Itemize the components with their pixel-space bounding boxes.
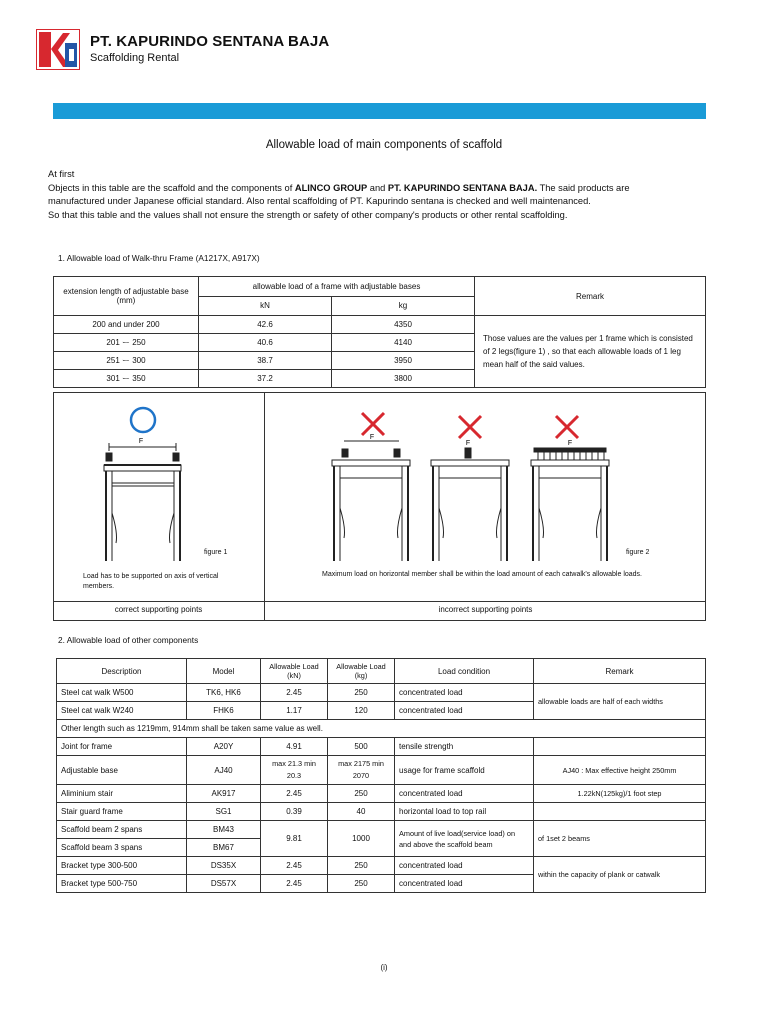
table-cell: 42.6 [199,316,332,334]
page-title: Allowable load of main components of scaffold [265,139,503,151]
other-length-note: Other length such as 1219mm, 914mm shall be taken same value as well. [57,720,706,738]
table-cell: usage for frame scaffold [395,756,534,785]
table-cell: horizontal load to top rail [395,803,534,821]
force-label: F [138,438,144,445]
intro-line-1: At first [48,169,75,179]
table-cell: 2.45 [261,875,328,893]
header-kg: kg [332,296,475,316]
beam-load-kg: 1000 [328,821,395,857]
table-cell: TK6, HK6 [187,684,261,702]
table-cell: 37.2 [199,370,332,388]
table-cell: concentrated load [395,857,534,875]
table-cell: concentrated load [395,684,534,702]
table-cell: 40.6 [199,334,332,352]
table-cell: AJ40 [187,756,261,785]
figure-footer-line [53,601,706,602]
table-cell: concentrated load [395,785,534,803]
table-cell: BM43 [187,821,261,839]
header-condition: Load condition [395,659,534,684]
table-cell: DS57X [187,875,261,893]
beam-load-kn: 9.81 [261,821,328,857]
table-cell: AK917 [187,785,261,803]
table-cell: A20Y [187,738,261,756]
table-cell: Steel cat walk W500 [57,684,187,702]
company-logo [36,29,80,70]
table-cell: Joint for frame [57,738,187,756]
table-cell: Steel cat walk W240 [57,702,187,720]
table-cell: 250 [328,785,395,803]
table-cell: 250 [328,684,395,702]
force-label: F [369,434,375,441]
header-extension: extension length of adjustable base (mm) [54,277,199,316]
note-correct: Load has to be supported on axis of vertical members. [83,573,219,590]
correct-caption: correct supporting points [114,605,203,614]
remark-cell: Those values are the values per 1 frame which is consisted of 2 legs(figure 1) , so that each allowable loads of 1 leg mean half of the said values. [475,316,706,388]
table-cell: AJ40 : Max effective height 250mm [534,756,706,785]
header-remark: Remark [475,277,706,316]
table-cell: 40 [328,803,395,821]
intro-text [48,168,728,222]
header-kn: kN [199,296,332,316]
table-cell: 500 [328,738,395,756]
table-cell: 200 and under 200 [54,316,199,334]
page-number: (i) [380,963,388,972]
table-cell: concentrated load [395,875,534,893]
table-cell: 0.39 [261,803,328,821]
intro-line-4: So that this table and the values shall not ensure the strength or safety of other company's products or other rental scaffolding. [48,209,568,220]
table-cell: Adjustable base [57,756,187,785]
header-description: Description [57,659,187,684]
table-cell: Bracket type 300-500 [57,857,187,875]
table-cell: 2.45 [261,785,328,803]
figure1-label: figure 1 [204,549,228,556]
incorrect-caption: incorrect supporting points [438,605,533,614]
intro-line-3: manufactured under Japanese official standard. Also rental scaffolding of PT. Kapurindo sentana is checked and well maintenanced. [48,196,591,207]
table-cell: 201 ー 250 [54,334,199,352]
table-cell: 250 [328,857,395,875]
header-load-kn: Allowable Load (kN) [261,659,328,684]
catwalk-remark: allowable loads are half of each widths [534,684,706,720]
table-cell: 4.91 [261,738,328,756]
table-cell: Stair guard frame [57,803,187,821]
walkthru-load-table [53,276,706,388]
table-cell: concentrated load [395,702,534,720]
bracket-remark: within the capacity of plank or catwalk [534,857,706,893]
company-name: PT. KAPURINDO SENTANA BAJA [90,33,330,50]
table-cell: 120 [328,702,395,720]
note-incorrect: Maximum load on horizontal member shall be within the load amount of each catwalk's allowable loads. [322,571,643,578]
table-cell: SG1 [187,803,261,821]
header-load-kg: Allowable Load (kg) [328,659,395,684]
table-cell: 2.45 [261,857,328,875]
section2-heading: 2. Allowable load of other components [58,635,199,645]
table-cell: BM67 [187,839,261,857]
table-cell: DS35X [187,857,261,875]
header-bar [53,103,706,119]
company-tagline: Scaffolding Rental [90,52,180,64]
table-cell: 1.22kN(125kg)/1 foot step [534,785,706,803]
header-model: Model [187,659,261,684]
table-cell: FHK6 [187,702,261,720]
figure2-label: figure 2 [626,549,650,556]
table-cell: 250 [328,875,395,893]
correct-frame-figure [104,408,181,561]
header-allowable-load: allowable load of a frame with adjustable bases [199,277,475,297]
header-remark: Remark [534,659,706,684]
components-load-table [56,658,706,893]
table-cell [534,738,706,756]
table-cell [534,803,706,821]
table-cell: max 2175 min 2070 [328,756,395,785]
table-cell: 4350 [332,316,475,334]
table-cell: 4140 [332,334,475,352]
table-cell: 38.7 [199,352,332,370]
scaffold-figures [54,393,704,598]
table-cell: 3950 [332,352,475,370]
table-cell: 3800 [332,370,475,388]
table-cell: Aliminium stair [57,785,187,803]
intro-line-2: Objects in this table are the scaffold and the components of ALINCO GROUP and PT. KAPURINDO SENTANA BAJA. The said products are [48,182,630,193]
table-cell: Bracket type 500-750 [57,875,187,893]
section1-heading: 1. Allowable load of Walk-thru Frame (A1217X, A917X) [58,253,260,263]
table-cell: 2.45 [261,684,328,702]
force-label: F [465,440,471,447]
beam-condition: Amount of live load(service load) on and above the scaffold beam [395,821,534,857]
table-cell: 251 ー 300 [54,352,199,370]
beam-remark: of 1set 2 beams [534,821,706,857]
table-cell: 301 ー 350 [54,370,199,388]
force-label: F [567,440,573,447]
table-cell: Scaffold beam 3 spans [57,839,187,857]
table-cell: max 21.3 min 20.3 [261,756,328,785]
table-cell: tensile strength [395,738,534,756]
table-cell: 1.17 [261,702,328,720]
table-cell: Scaffold beam 2 spans [57,821,187,839]
